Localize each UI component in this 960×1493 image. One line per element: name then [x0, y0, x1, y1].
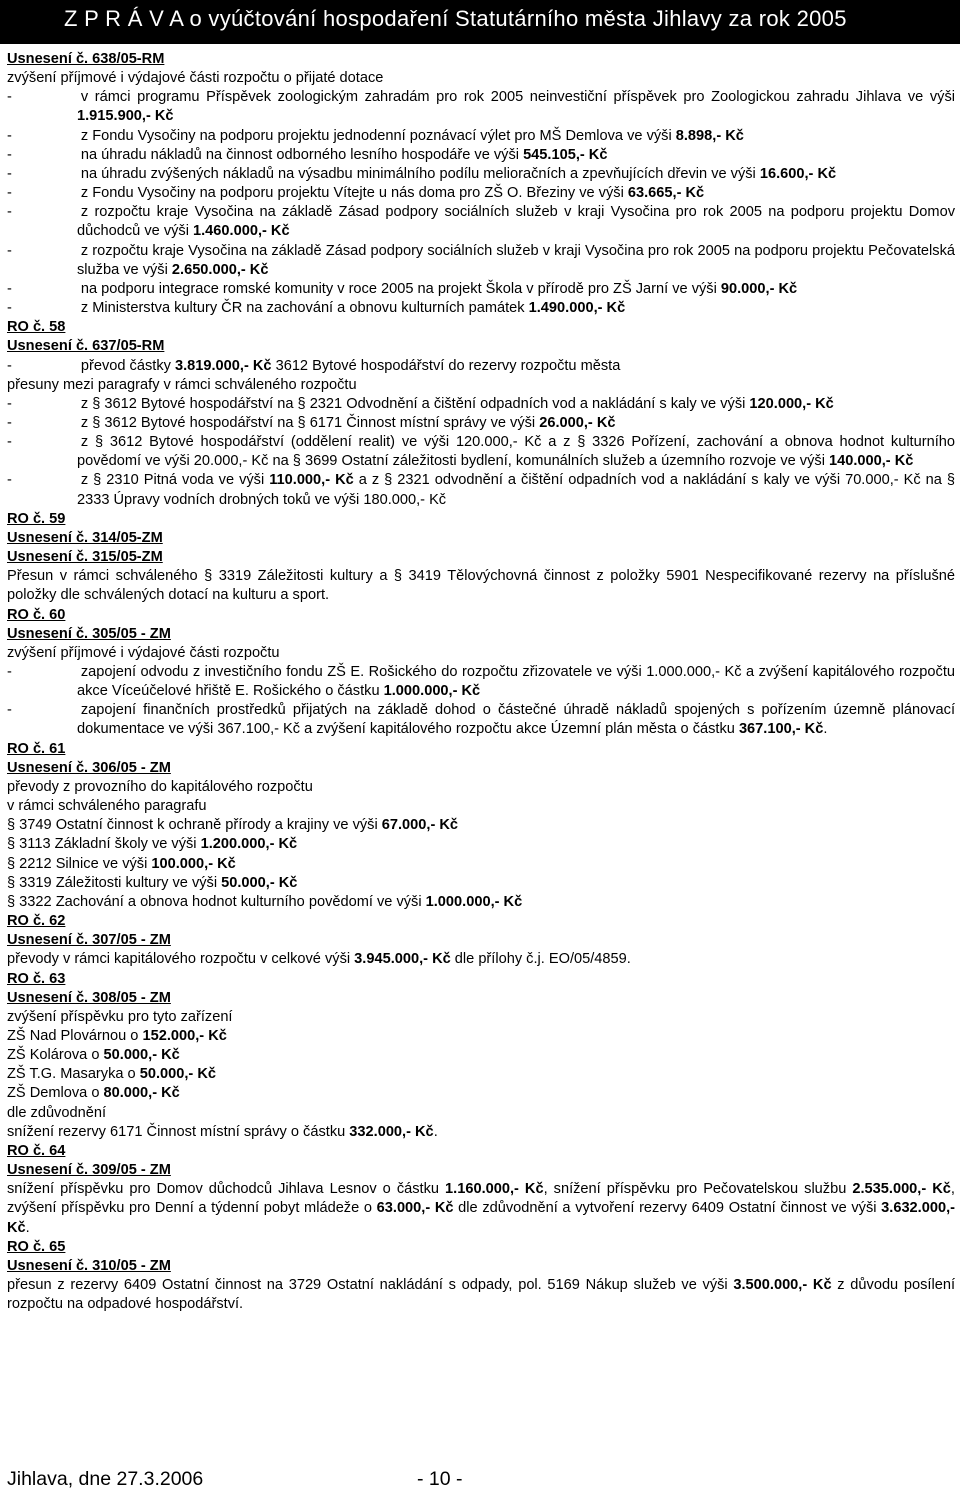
ro-heading: RO č. 58: [7, 319, 66, 336]
list-item: - z Fondu Vysočiny na podporu projektu jednodenní poznávací výlet pro MŠ Demlova ve výši 8.898,- Kč: [7, 127, 744, 144]
list-item: § 3319 Záležitosti kultury ve výši 50.000,- Kč: [7, 874, 298, 891]
list-item: § 3113 Základní školy ve výši 1.200.000,- Kč: [7, 836, 298, 853]
list-item: - zapojení odvodu z investičního fondu ZŠ E. Rošického do rozpočtu zřizovatele ve výši 1.000.000,- Kč a zvýšení kapitálového rozpočtu akce Víceúčelové hřiště E. Rošického o částku 1.000.000,- Kč: [7, 664, 955, 700]
resolution-heading: Usnesení č. 307/05 - ZM: [7, 932, 171, 949]
paragraph: v rámci schváleného paragrafu: [7, 798, 207, 815]
list-item: - z Ministerstva kultury ČR na zachování a obnovu kulturních památek 1.490.000,- Kč: [7, 300, 626, 317]
list-item: - z rozpočtu kraje Vysočina na základě Zásad podpory sociálních služeb v kraji Vysočina pro rok 2005 na podporu projektu Pečovatelská služba ve výši 2.650.000,- Kč: [7, 242, 955, 278]
list-item: - z § 3612 Bytové hospodářství na § 2321 Odvodnění a čištění odpadních vod a nakládání s kaly ve výši 120.000,- Kč: [7, 395, 834, 412]
resolution-heading: Usnesení č. 310/05 - ZM: [7, 1257, 171, 1274]
ro-heading: RO č. 64: [7, 1142, 66, 1159]
list-item: - zapojení finančních prostředků přijatých na základě dohod o částečné úhradě nákladů spojených s pořízením územně plánovací dokumentace ve výši 367.100,- Kč a zvýšení kapitálového rozpočtu akce Územní plán města o částku 367.100,- Kč.: [7, 702, 955, 738]
ro-heading: RO č. 61: [7, 740, 66, 757]
list-item: - z § 2310 Pitná voda ve výši 110.000,- Kč a z § 2321 odvodnění a čištění odpadních vod a nakládání s kaly ve výši 70.000,- Kč na § 2333 Úpravy vodních drobných toků ve výši 180.000,- Kč: [7, 472, 956, 508]
header-title: Z P R Á V A o vyúčtování hospodaření Statutárního města Jihlavy za rok 2005: [64, 6, 847, 31]
list-item: - z Fondu Vysočiny na podporu projektu Vítejte u nás doma pro ZŠ O. Březiny ve výši 63.665,- Kč: [7, 185, 705, 202]
paragraph: zvýšení příjmové i výdajové části rozpočtu: [7, 644, 280, 661]
resolution-heading: Usnesení č. 637/05-RM: [7, 338, 165, 355]
list-item: § 3322 Zachování a obnova hodnot kulturního povědomí ve výši 1.000.000,- Kč: [7, 893, 523, 910]
paragraph: Přesun v rámci schváleného § 3319 Záležitosti kultury a § 3419 Tělovýchovná činnost z položky 5901 Nespecifikované rezervy na příslušné položky dle schválených dotací na kulturu a sport.: [7, 568, 956, 604]
list-item: - na úhradu zvýšených nákladů na výsadbu minimálního podílu melioračních a zpevňujících dřevin ve výši 16.600,- Kč: [7, 165, 837, 182]
resolution-heading: Usnesení č. 638/05-RM: [7, 51, 165, 67]
document-body: [7, 50, 955, 1314]
list-item: § 3749 Ostatní činnost k ochraně přírody a krajiny ve výši 67.000,- Kč: [7, 817, 459, 834]
resolution-heading: Usnesení č. 309/05 - ZM: [7, 1162, 171, 1179]
list-item: ZŠ T.G. Masaryka o 50.000,- Kč: [7, 1066, 216, 1083]
page-footer: [7, 1468, 955, 1491]
footer-place-date: Jihlava, dne 27.3.2006: [7, 1468, 204, 1490]
paragraph: přesun z rezervy 6409 Ostatní činnost na 3729 Ostatní nakládání s odpady, pol. 5169 Nákup služeb ve výši 3.500.000,- Kč z důvodu posílení rozpočtu na odpadové hospodářství.: [7, 1277, 955, 1313]
list-item: ZŠ Nad Plovárnou o 152.000,- Kč: [7, 1027, 227, 1044]
ro-heading: RO č. 63: [7, 970, 66, 987]
list-item: ZŠ Kolárova o 50.000,- Kč: [7, 1047, 180, 1064]
page-number: - 10 -: [417, 1468, 463, 1490]
list-item: - v rámci programu Příspěvek zoologickým zahradám pro rok 2005 neinvestiční příspěvek pro Zoologickou zahradu Jihlava ve výši 1.915.900,- Kč: [7, 89, 955, 125]
ro-heading: RO č. 59: [7, 510, 66, 527]
resolution-heading: Usnesení č. 308/05 - ZM: [7, 989, 171, 1006]
ro-heading: RO č. 60: [7, 606, 66, 623]
paragraph: zvýšení příjmové i výdajové části rozpočtu o přijaté dotace: [7, 70, 384, 87]
ro-heading: RO č. 62: [7, 913, 66, 930]
paragraph: snížení rezervy 6171 Činnost místní správy o částku 332.000,- Kč.: [7, 1123, 438, 1140]
resolution-heading: Usnesení č. 314/05-ZM: [7, 529, 163, 546]
page-header: [0, 0, 960, 44]
list-item: ZŠ Demlova o 80.000,- Kč: [7, 1085, 180, 1102]
resolution-heading: Usnesení č. 305/05 - ZM: [7, 625, 171, 642]
list-item: - na úhradu nákladů na činnost odborného lesního hospodáře ve výši 545.105,- Kč: [7, 146, 608, 163]
list-item: § 2212 Silnice ve výši 100.000,- Kč: [7, 855, 236, 872]
resolution-heading: Usnesení č. 315/05-ZM: [7, 549, 163, 566]
paragraph: dle zdůvodnění: [7, 1104, 106, 1121]
list-item: - z rozpočtu kraje Vysočina na základě Zásad podpory sociálních služeb v kraji Vysočina pro rok 2005 na podporu projektu Domov důchodců ve výši 1.460.000,- Kč: [7, 204, 955, 240]
list-item: - z § 3612 Bytové hospodářství na § 6171 Činnost místní správy ve výši 26.000,- Kč: [7, 414, 616, 431]
ro-heading: RO č. 65: [7, 1238, 66, 1255]
paragraph: převody z provozního do kapitálového rozpočtu: [7, 778, 313, 795]
paragraph: přesuny mezi paragrafy v rámci schváleného rozpočtu: [7, 376, 357, 393]
paragraph: zvýšení příspěvku pro tyto zařízení: [7, 1008, 233, 1025]
paragraph: snížení příspěvku pro Domov důchodců Jihlava Lesnov o částku 1.160.000,- Kč, snížení příspěvku pro Pečovatelskou službu 2.535.000,- Kč, zvýšení příspěvku pro Denní a týdenní pobyt mládeže o 63.000,- Kč dle zdůvodnění a vytvoření rezervy 6409 Ostatní činnost ve výši 3.632.000,- Kč.: [7, 1181, 955, 1236]
resolution-heading: Usnesení č. 306/05 - ZM: [7, 759, 171, 776]
list-item: - na podporu integrace romské komunity v roce 2005 na projekt Škola v přírodě pro ZŠ Jarní ve výši 90.000,- Kč: [7, 280, 798, 297]
list-item: - z § 3612 Bytové hospodářství (oddělení realit) ve výši 120.000,- Kč a z § 3326 Pořízení, zachování a obnova hodnot kulturního povědomí ve výši 20.000,- Kč na § 3699 Ostatní záležitosti bydlení, komunálních služeb a územního rozvoje ve výši 140.000,- Kč: [7, 434, 955, 470]
paragraph: převody v rámci kapitálového rozpočtu v celkové výši 3.945.000,- Kč dle přílohy č.j. EO/05/4859.: [7, 951, 631, 968]
list-item: - převod částky 3.819.000,- Kč 3612 Bytové hospodářství do rezervy rozpočtu města: [7, 357, 621, 374]
